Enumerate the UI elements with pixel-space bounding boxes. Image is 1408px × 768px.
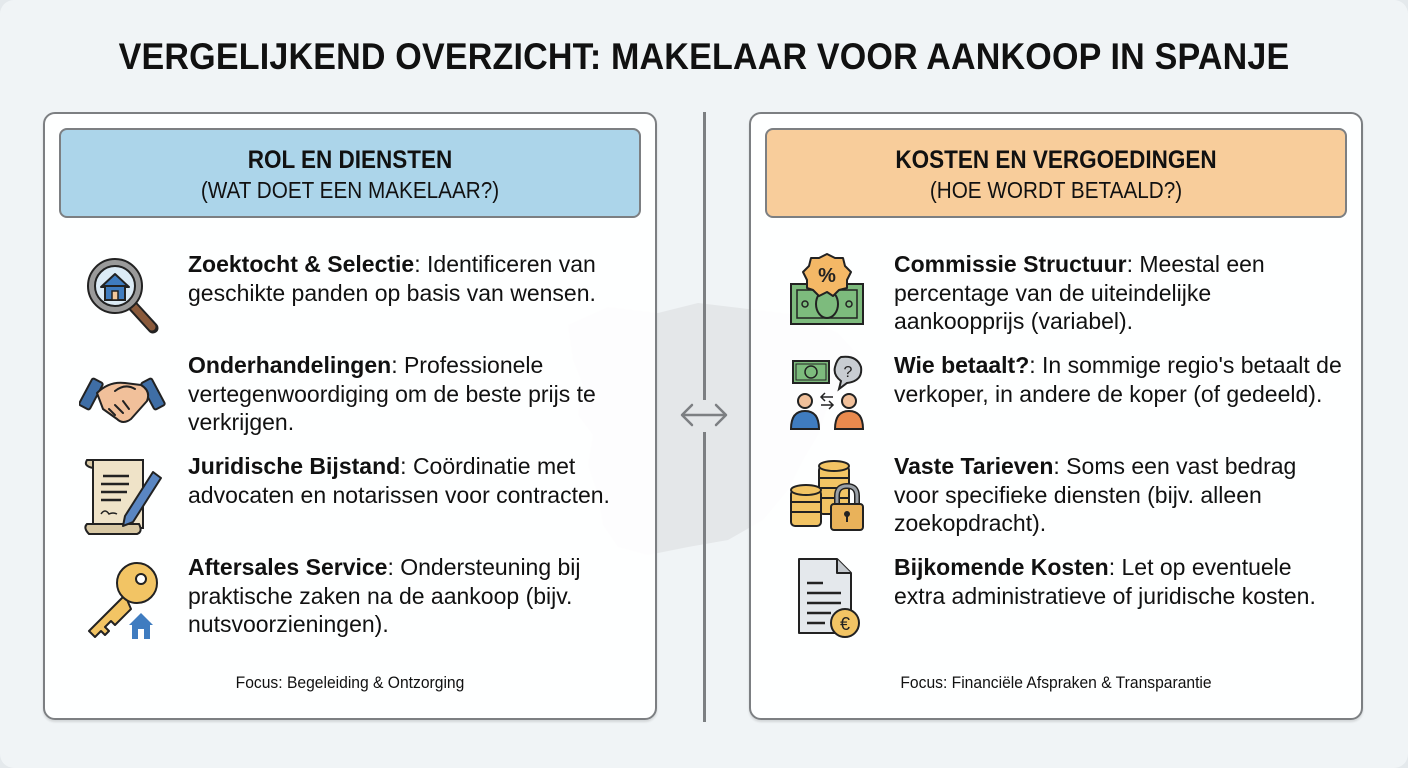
divider-line-bottom <box>703 432 706 722</box>
list-item <box>45 349 655 450</box>
page-title: VERGELIJKEND OVERZICHT: MAKELAAR VOOR AANKOOP IN SPANJE <box>118 36 1290 77</box>
item-text: Bijkomende Kosten: Let op eventuele extra administratieve of juridische kosten. <box>894 554 1316 609</box>
roles-panel <box>43 112 657 720</box>
item-text: Onderhandelingen: Professionele vertegenwoordiging om de beste prijs te verkrijgen. <box>188 352 596 435</box>
item-text: Vaste Tarieven: Soms een vast bedrag voor specifieke diensten (bijv. alleen zoekopdracht). <box>894 453 1297 536</box>
list-item <box>45 248 655 349</box>
coins-lock-icon <box>785 452 875 542</box>
who-pays-icon <box>785 351 875 441</box>
roles-heading: ROL EN DIENSTEN <box>247 146 453 174</box>
list-item <box>751 450 1361 551</box>
costs-panel <box>749 112 1363 720</box>
roles-subheading: (WAT DOET EEN MAKELAAR?) <box>200 177 500 203</box>
item-text: Wie betaalt?: In sommige regio's betaalt de verkoper, in andere de koper (of gedeeld). <box>894 352 1342 407</box>
svg-text:€: € <box>839 614 851 634</box>
costs-subheading: (HOE WORDT BETAALD?) <box>929 177 1183 203</box>
magnifier-house-icon <box>79 250 169 340</box>
percent-banknote-icon <box>785 250 875 340</box>
item-text: Juridische Bijstand: Coördinatie met advocaten en notarissen voor contracten. <box>188 453 610 508</box>
roles-panel-header <box>59 128 641 218</box>
costs-focus-caption: Focus: Financiële Afspraken & Transparantie <box>900 673 1212 692</box>
item-text: Zoektocht & Selectie: Identificeren van geschikte panden op basis van wensen. <box>188 251 596 306</box>
list-item <box>45 450 655 551</box>
costs-panel-header <box>765 128 1347 218</box>
list-item <box>45 551 655 652</box>
contract-pen-icon <box>79 452 169 542</box>
item-text: Aftersales Service: Ondersteuning bij praktische zaken na de aankoop (bijv. nutsvoorzieningen). <box>188 554 581 637</box>
list-item <box>751 349 1361 450</box>
svg-text:%: % <box>818 265 836 287</box>
svg-text:?: ? <box>843 364 853 381</box>
handshake-icon <box>79 351 169 441</box>
list-item <box>751 248 1361 349</box>
list-item <box>751 551 1361 652</box>
item-text: Commissie Structuur: Meestal een percentage van de uiteindelijke aankoopprijs (variabel). <box>894 251 1265 334</box>
costs-heading: KOSTEN EN VERGOEDINGEN <box>895 146 1217 174</box>
document-euro-icon <box>785 553 875 643</box>
key-house-icon <box>79 553 169 643</box>
roles-focus-caption: Focus: Begeleiding & Ontzorging <box>235 673 465 692</box>
divider-line-top <box>703 112 706 400</box>
double-arrow-icon <box>678 402 730 428</box>
